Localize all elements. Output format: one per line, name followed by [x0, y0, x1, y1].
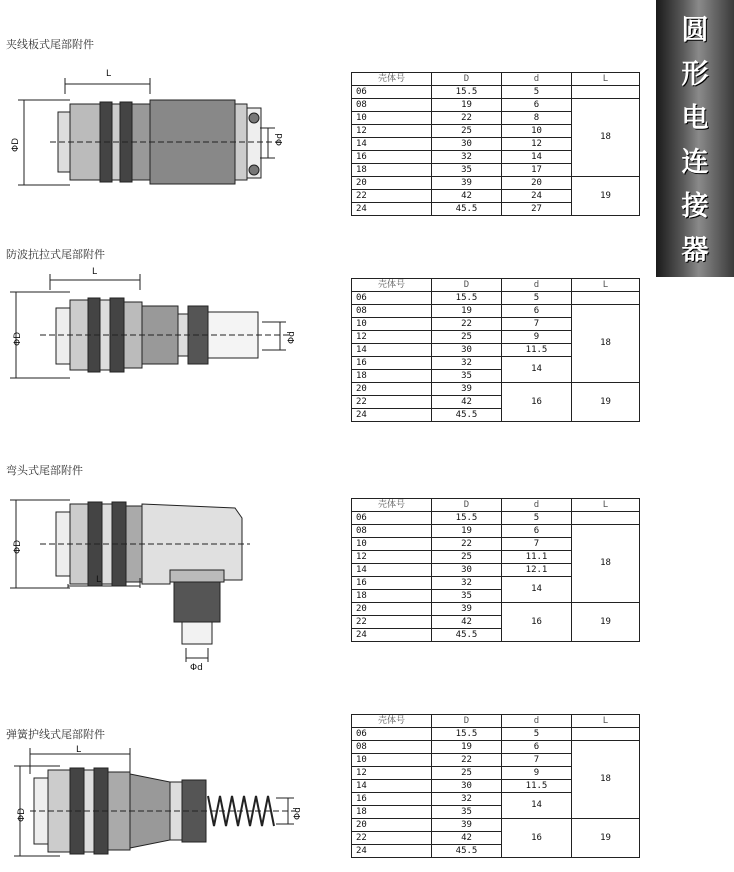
banner-char: 器 [681, 235, 709, 266]
cell-shell: 22 [352, 190, 432, 203]
cell-d: 11.5 [502, 780, 572, 793]
banner-char: 电 [681, 103, 709, 134]
cell-d: 20 [502, 177, 572, 190]
cell-d: 9 [502, 331, 572, 344]
cell-shell: 16 [352, 577, 432, 590]
cell-shell: 12 [352, 551, 432, 564]
cell-shell: 10 [352, 318, 432, 331]
col-header-shell: 壳体号 [352, 279, 432, 292]
cell-D: 22 [432, 318, 502, 331]
col-header-d: d [502, 279, 572, 292]
table-row [352, 512, 640, 525]
section-title: 弹簧护线式尾部附件 [6, 728, 105, 741]
cell-D: 39 [432, 383, 502, 396]
cell-D: 25 [432, 125, 502, 138]
cell-shell: 22 [352, 832, 432, 845]
cell-L: 18 [572, 99, 640, 177]
cell-shell: 18 [352, 370, 432, 383]
cell-D: 39 [432, 603, 502, 616]
cell-D: 42 [432, 190, 502, 203]
cell-D: 32 [432, 151, 502, 164]
cell-shell: 12 [352, 331, 432, 344]
cell-D: 15.5 [432, 86, 502, 99]
col-header-shell: 壳体号 [352, 73, 432, 86]
cell-D: 39 [432, 177, 502, 190]
cell-d: 7 [502, 318, 572, 331]
cell-d: 24 [502, 190, 572, 203]
cell-d: 11.5 [502, 344, 572, 357]
table-row [352, 525, 640, 538]
col-header-d: d [502, 499, 572, 512]
cell-D: 30 [432, 780, 502, 793]
clamp-type-drawing [10, 60, 310, 200]
cell-shell: 06 [352, 512, 432, 525]
cell-L-empty [572, 728, 640, 741]
cell-shell: 24 [352, 203, 432, 216]
cell-D: 35 [432, 590, 502, 603]
cell-D: 15.5 [432, 292, 502, 305]
cell-shell: 10 [352, 112, 432, 125]
cell-D: 19 [432, 305, 502, 318]
cell-D: 39 [432, 819, 502, 832]
col-header-D: D [432, 73, 502, 86]
cell-d: 27 [502, 203, 572, 216]
dim-L-label: L [76, 745, 82, 755]
side-banner [656, 0, 734, 277]
cell-shell: 14 [352, 780, 432, 793]
col-header-D: D [432, 715, 502, 728]
cell-shell: 10 [352, 538, 432, 551]
cell-d: 17 [502, 164, 572, 177]
dim-d-label: Φd [293, 807, 303, 820]
cell-D: 19 [432, 525, 502, 538]
table-row [352, 305, 640, 318]
col-header-D: D [432, 499, 502, 512]
cell-d: 14 [502, 577, 572, 603]
spec-table-elbow [351, 498, 640, 642]
cell-D: 25 [432, 551, 502, 564]
cell-D: 30 [432, 344, 502, 357]
cell-shell: 18 [352, 164, 432, 177]
table-row [352, 728, 640, 741]
cell-D: 32 [432, 357, 502, 370]
cell-D: 25 [432, 767, 502, 780]
cell-D: 19 [432, 741, 502, 754]
spec-table-clamp [351, 72, 640, 216]
cell-L-empty [572, 512, 640, 525]
cell-D: 35 [432, 370, 502, 383]
cell-d: 5 [502, 512, 572, 525]
col-header-L: L [572, 499, 640, 512]
cell-d: 14 [502, 357, 572, 383]
dim-D-label: ΦD [13, 539, 23, 554]
table-row [352, 292, 640, 305]
table-row [352, 819, 640, 832]
cell-d: 5 [502, 86, 572, 99]
cell-shell: 18 [352, 806, 432, 819]
cell-shell: 18 [352, 590, 432, 603]
cell-D: 35 [432, 164, 502, 177]
banner-char: 圆 [681, 15, 709, 46]
cell-shell: 12 [352, 125, 432, 138]
cell-d: 6 [502, 99, 572, 112]
section-title: 弯头式尾部附件 [6, 464, 83, 477]
cell-D: 45.5 [432, 203, 502, 216]
cell-d: 14 [502, 151, 572, 164]
cell-D: 22 [432, 754, 502, 767]
col-header-d: d [502, 73, 572, 86]
col-header-D: D [432, 279, 502, 292]
spring-type-drawing [10, 744, 310, 868]
cell-L: 19 [572, 177, 640, 216]
table-row [352, 603, 640, 616]
col-header-L: L [572, 715, 640, 728]
cell-d: 5 [502, 728, 572, 741]
dim-L-label: L [106, 69, 112, 79]
cell-d: 11.1 [502, 551, 572, 564]
cell-shell: 14 [352, 138, 432, 151]
cell-D: 30 [432, 138, 502, 151]
col-header-shell: 壳体号 [352, 499, 432, 512]
cell-D: 35 [432, 806, 502, 819]
cell-L-empty [572, 86, 640, 99]
cell-L: 19 [572, 603, 640, 642]
cell-D: 45.5 [432, 845, 502, 858]
cell-d: 8 [502, 112, 572, 125]
cell-L: 19 [572, 819, 640, 858]
cell-d: 16 [502, 383, 572, 422]
cell-shell: 06 [352, 86, 432, 99]
cell-shell: 06 [352, 292, 432, 305]
banner-char: 接 [681, 191, 709, 222]
banner-char: 连 [681, 147, 709, 178]
cell-d: 6 [502, 525, 572, 538]
section-title: 防波抗拉式尾部附件 [6, 248, 105, 261]
cell-shell: 08 [352, 305, 432, 318]
cell-shell: 10 [352, 754, 432, 767]
dim-D-label: ΦD [13, 331, 23, 346]
cell-D: 42 [432, 616, 502, 629]
cell-shell: 20 [352, 819, 432, 832]
cell-d: 16 [502, 603, 572, 642]
cell-D: 30 [432, 564, 502, 577]
elbow-type-drawing [10, 484, 310, 674]
cell-d: 14 [502, 793, 572, 819]
banner-char: 形 [681, 59, 709, 90]
spec-table-anti-pull [351, 278, 640, 422]
dim-L-label: L [92, 267, 98, 277]
col-header-shell: 壳体号 [352, 715, 432, 728]
cell-shell: 24 [352, 629, 432, 642]
cell-shell: 12 [352, 767, 432, 780]
anti-pull-drawing [10, 264, 310, 394]
cell-d: 6 [502, 305, 572, 318]
cell-shell: 16 [352, 151, 432, 164]
table-row [352, 86, 640, 99]
cell-d: 5 [502, 292, 572, 305]
cell-D: 42 [432, 832, 502, 845]
dim-D-label: ΦD [11, 137, 21, 152]
cell-D: 45.5 [432, 629, 502, 642]
cell-shell: 22 [352, 396, 432, 409]
cell-D: 45.5 [432, 409, 502, 422]
cell-D: 15.5 [432, 512, 502, 525]
table-row [352, 383, 640, 396]
cell-d: 7 [502, 754, 572, 767]
cell-shell: 14 [352, 564, 432, 577]
cell-shell: 20 [352, 603, 432, 616]
cell-shell: 22 [352, 616, 432, 629]
cell-shell: 16 [352, 793, 432, 806]
cell-L-empty [572, 292, 640, 305]
cell-D: 22 [432, 538, 502, 551]
cell-shell: 08 [352, 741, 432, 754]
table-row [352, 741, 640, 754]
dim-d-label: Φd [190, 663, 203, 673]
cell-shell: 20 [352, 177, 432, 190]
section-title: 夹线板式尾部附件 [6, 38, 94, 51]
cell-shell: 24 [352, 845, 432, 858]
cell-d: 6 [502, 741, 572, 754]
cell-L: 18 [572, 741, 640, 819]
cell-shell: 08 [352, 525, 432, 538]
cell-D: 42 [432, 396, 502, 409]
cell-shell: 24 [352, 409, 432, 422]
cell-d: 12.1 [502, 564, 572, 577]
cell-d: 7 [502, 538, 572, 551]
col-header-L: L [572, 279, 640, 292]
table-row [352, 177, 640, 190]
dim-L-label: L [96, 575, 102, 585]
cell-shell: 08 [352, 99, 432, 112]
dim-d-label: Φd [275, 133, 285, 146]
cell-shell: 06 [352, 728, 432, 741]
cell-D: 25 [432, 331, 502, 344]
cell-d: 16 [502, 819, 572, 858]
spec-table-spring [351, 714, 640, 858]
cell-D: 32 [432, 793, 502, 806]
cell-L: 18 [572, 525, 640, 603]
cell-L: 18 [572, 305, 640, 383]
cell-d: 12 [502, 138, 572, 151]
cell-d: 9 [502, 767, 572, 780]
cell-D: 32 [432, 577, 502, 590]
col-header-d: d [502, 715, 572, 728]
dim-d-label: Φd [287, 331, 297, 344]
col-header-L: L [572, 73, 640, 86]
cell-D: 22 [432, 112, 502, 125]
table-row [352, 99, 640, 112]
cell-D: 15.5 [432, 728, 502, 741]
cell-L: 19 [572, 383, 640, 422]
cell-shell: 16 [352, 357, 432, 370]
cell-d: 10 [502, 125, 572, 138]
cell-D: 19 [432, 99, 502, 112]
cell-shell: 14 [352, 344, 432, 357]
cell-shell: 20 [352, 383, 432, 396]
dim-D-label: ΦD [17, 807, 27, 822]
